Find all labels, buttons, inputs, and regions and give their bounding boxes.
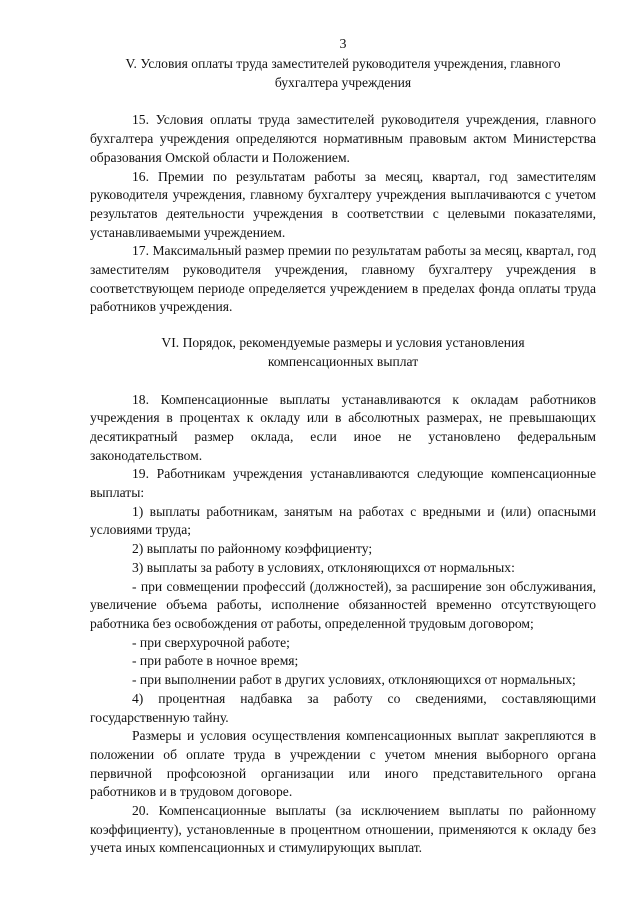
paragraph-sizes-conditions: Размеры и условия осуществления компенсационных выплат закрепляются в положении об оплате труда в учреждении с учетом мнения выборного органа первичной профсоюзной организации или иного представительного органа работников и в трудовом договоре. — [90, 728, 596, 800]
list-subitem-night: - при работе в ночное время; — [132, 653, 299, 669]
page-number: 3 — [339, 37, 347, 52]
list-item-3: 3) выплаты за работу в условиях, отклоняющихся от нормальных: — [132, 559, 515, 575]
paragraph-19: 19. Работникам учреждения устанавливаются следующие компенсационные выплаты: — [90, 466, 596, 501]
paragraph-20: 20. Компенсационные выплаты (за исключением выплаты по районному коэффициенту), установленные в процентном отношении, применяются к окладу без учета иных компенсационных и стимулирующих выплат. — [90, 803, 596, 856]
list-subitem-overtime: - при сверхурочной работе; — [132, 634, 290, 650]
list-item-1: 1) выплаты работникам, занятым на работах с вредными и (или) опасными условиями труда; — [90, 503, 596, 538]
paragraph-15: 15. Условия оплаты труда заместителей руководителя учреждения, главного бухгалтера учреждения определяются нормативным правовым актом Министерства образования Омской области и Положением. — [90, 112, 596, 165]
document-page — [90, 36, 596, 858]
section-6-heading-line-1: VI. Порядок, рекомендуемые размеры и условия установления — [161, 335, 525, 351]
list-item-2: 2) выплаты по районному коэффициенту; — [132, 541, 373, 557]
paragraph-17: 17. Максимальный размер премии по результатам работы за месяц, квартал, год заместителям руководителя учреждения, главному бухгалтеру учреждения в соответствующем периоде определяется учреждением в пределах фонда оплаты труда работников учреждения. — [90, 243, 596, 315]
section-5-heading-line-2: бухгалтера учреждения — [274, 74, 412, 90]
section-5-heading-line-1: V. Условия оплаты труда заместителей руководителя учреждения, главного — [125, 56, 561, 71]
list-subitem-other: - при выполнении работ в других условиях, отклоняющихся от нормальных; — [132, 672, 576, 688]
section-6-heading — [90, 334, 596, 371]
paragraph-18: 18. Компенсационные выплаты устанавливаются к окладам работников учреждения в процентах к окладу или в абсолютных размерах, не превышающих десятикратный размер оклада, если иное не установлено федеральным законодательством. — [90, 391, 596, 463]
list-item-4: 4) процентная надбавка за работу со сведениями, составляющими государственную тайну. — [90, 690, 596, 725]
list-subitem-combination: - при совмещении профессий (должностей), за расширение зон обслуживания, увеличение объема работы, исполнение обязанностей временно отсутствующего работника без освобождения от работы, определенной трудовым договором; — [90, 578, 596, 631]
section-6-heading-line-2: компенсационных выплат — [267, 353, 419, 369]
section-5-heading — [90, 55, 596, 92]
paragraph-16: 16. Премии по результатам работы за месяц, квартал, год заместителям руководителя учреждения, главному бухгалтеру учреждения выплачиваются с учетом результатов деятельности учреждения в соответствии с целевыми показателями, устанавливаемыми учреждением. — [90, 168, 596, 240]
